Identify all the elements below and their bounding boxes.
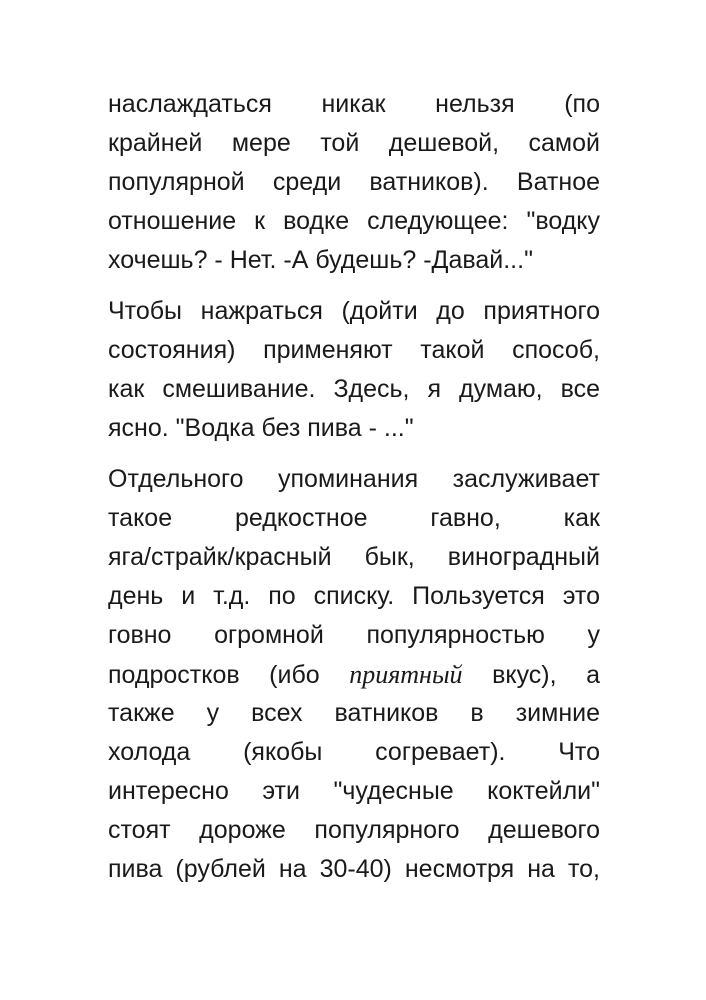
text-line: хочешь? - Нет. -А будешь? -Давай..."	[108, 246, 533, 274]
text-line: стоят дороже популярного дешевого	[108, 816, 600, 844]
paragraph-3	[108, 460, 600, 889]
text-segment: вкус), а	[492, 661, 600, 689]
paragraph-2	[108, 292, 600, 448]
text-line-with-italic	[108, 655, 600, 694]
text-segment: подростков (ибо	[108, 661, 320, 689]
text-line: Чтобы нажраться (дойти до приятного	[108, 297, 600, 325]
text-line: говно огромной популярностью у	[108, 621, 600, 649]
text-line: пива (рублей на 30-40) несмотря на то,	[108, 855, 600, 883]
italic-word: приятный	[349, 660, 463, 689]
text-line: Отдельного упоминания заслуживает	[108, 465, 600, 493]
text-line: популярной среди ватников). Ватное	[108, 168, 600, 196]
text-line: день и т.д. по списку. Пользуется это	[108, 582, 600, 610]
text-line: как смешивание. Здесь, я думаю, все	[108, 375, 600, 403]
paragraph-1	[108, 85, 600, 280]
text-line: состояния) применяют такой способ,	[108, 336, 600, 364]
text-line: интересно эти "чудесные коктейли"	[108, 777, 600, 805]
text-line: наслаждаться никак нельзя (по	[108, 90, 600, 118]
document-page	[108, 85, 600, 901]
text-line: холода (якобы согревает). Что	[108, 738, 600, 766]
text-line: крайней мере той дешевой, самой	[108, 129, 600, 157]
text-line: отношение к водке следующее: "водку	[108, 207, 600, 235]
text-line: яга/страйк/красный бык, виноградный	[108, 543, 600, 571]
text-line: ясно. "Водка без пива - ..."	[108, 414, 414, 442]
text-line: такое редкостное гавно, как	[108, 504, 600, 532]
text-line: также у всех ватников в зимние	[108, 699, 600, 727]
